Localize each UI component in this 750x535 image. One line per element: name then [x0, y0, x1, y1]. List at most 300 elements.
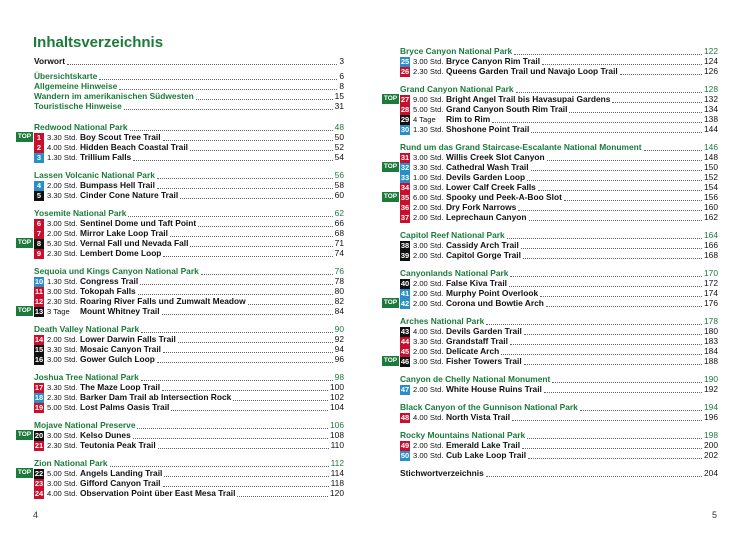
dotted-leader: [522, 442, 702, 449]
toc-page-number: 162: [704, 212, 718, 222]
trail-duration: 3.00 Std.: [47, 287, 78, 296]
dotted-leader: [180, 192, 332, 199]
dotted-leader: [163, 134, 333, 141]
toc-entry-label: Delicate Arch: [446, 346, 500, 356]
dotted-leader: [486, 318, 702, 325]
toc-entry-label: Grandstaff Trail: [446, 336, 508, 346]
toc-entry-label: Übersichtskarte: [34, 71, 98, 81]
dotted-leader: [201, 268, 333, 275]
toc-entry-label: Leprechaun Canyon: [446, 212, 527, 222]
dotted-leader: [620, 68, 702, 75]
trail-duration: 2.00 Std.: [413, 213, 444, 222]
toc-trail-row[interactable]: [400, 124, 718, 135]
page-number-right: 5: [712, 510, 718, 520]
dotted-leader: [237, 490, 328, 497]
toc-trail-row[interactable]: [34, 402, 344, 413]
trail-duration: 2.00 Std.: [413, 347, 444, 356]
trail-duration: 5.00 Std.: [47, 403, 78, 412]
top-badge: TOP: [17, 431, 32, 438]
trail-number-badge: 26: [400, 66, 410, 76]
toc-entry-label: Lost Palms Oasis Trail: [80, 402, 170, 412]
trail-duration: 2.00 Std.: [47, 229, 78, 238]
trail-number-badge: 40: [400, 278, 410, 288]
trail-duration: 9.00 Std.: [413, 95, 444, 104]
trail-duration: 2.00 Std.: [413, 289, 444, 298]
trail-number-badge: 45: [400, 346, 410, 356]
trail-duration: 3 Tage: [47, 307, 70, 316]
toc-trail-row[interactable]: [383, 356, 718, 367]
toc-page-number: 82: [334, 296, 344, 306]
trail-number-badge: 6: [34, 219, 44, 229]
toc-page-number: 8: [339, 81, 344, 91]
page-title: Inhaltsverzeichnis: [33, 34, 164, 51]
dotted-leader: [162, 308, 333, 315]
toc-trail-row[interactable]: [34, 488, 344, 499]
toc-entry-label: Devils Garden Loop: [446, 172, 526, 182]
toc-page-number: 110: [330, 440, 344, 450]
trail-number-badge: 23: [34, 478, 44, 488]
trail-duration: 3.00 Std.: [413, 241, 444, 250]
dotted-leader: [198, 220, 333, 227]
toc-entry-label: Rund um das Grand Staircase-Escalante National Monument: [400, 142, 642, 152]
trail-duration: 3.30 Std.: [47, 133, 78, 142]
toc-page-number: 188: [704, 356, 718, 366]
toc-page-number: 100: [330, 382, 344, 392]
dotted-leader: [178, 336, 333, 343]
trail-duration: 2.30 Std.: [47, 393, 78, 402]
dotted-leader: [564, 194, 702, 201]
toc-page-number: 134: [704, 104, 718, 114]
toc-page-number: 164: [704, 230, 718, 240]
dotted-leader: [141, 326, 332, 333]
dotted-leader: [170, 230, 333, 237]
trail-duration: 5.30 Std.: [47, 239, 78, 248]
toc-entry-label: Bright Angel Trail bis Havasupai Gardens: [446, 94, 611, 104]
toc-entry-label: Touristische Hinweise: [34, 101, 122, 111]
dotted-leader: [510, 270, 702, 277]
toc-page-number: 54: [334, 152, 344, 162]
toc-entry-label: Corona und Bowtie Arch: [446, 298, 544, 308]
dotted-leader: [518, 204, 702, 211]
toc-page-number: 132: [704, 94, 718, 104]
toc-page-number: 170: [704, 268, 718, 278]
trail-duration: 1.30 Std.: [413, 125, 444, 134]
toc-entry-label: Congress Trail: [80, 276, 139, 286]
trail-duration: 2.30 Std.: [47, 297, 78, 306]
trail-number-badge: 36: [400, 202, 410, 212]
dotted-leader: [110, 460, 329, 467]
dotted-leader: [138, 288, 333, 295]
dotted-leader: [540, 290, 702, 297]
trail-number-badge: 4: [34, 181, 44, 191]
dotted-leader: [119, 83, 337, 90]
trail-duration: 2.00 Std.: [47, 181, 78, 190]
trail-number-badge: 8: [34, 239, 44, 249]
toc-trail-row[interactable]: [34, 354, 344, 365]
trail-duration: 2.00 Std.: [413, 299, 444, 308]
toc-entry-label: Vernal Fall und Nevada Fall: [80, 238, 189, 248]
dotted-leader: [516, 86, 702, 93]
page-number-left: 4: [33, 510, 39, 520]
trail-number-badge: 21: [34, 440, 44, 450]
toc-entry[interactable]: [400, 468, 718, 479]
toc-page-number: 56: [334, 170, 344, 180]
trail-duration: 2.30 Std.: [47, 441, 78, 450]
top-badge: TOP: [17, 133, 32, 140]
toc-entry-label: Sentinel Dome und Taft Point: [80, 218, 197, 228]
toc-page-number: 178: [704, 316, 718, 326]
toc-entry-label: Kelso Dunes: [80, 430, 131, 440]
toc-entry-label: Death Valley National Park: [34, 324, 140, 334]
dotted-leader: [509, 280, 702, 287]
trail-number-badge: 1: [34, 133, 44, 143]
toc-page-number: 92: [334, 334, 344, 344]
toc-page-number: 58: [334, 180, 344, 190]
toc-page-number: 168: [704, 250, 718, 260]
trail-duration: 2.00 Std.: [413, 441, 444, 450]
toc-entry-label: Spooky und Peek-A-Boo Slot: [446, 192, 562, 202]
trail-number-badge: 10: [34, 276, 44, 286]
dotted-leader: [133, 154, 332, 161]
toc-trail-row[interactable]: [383, 298, 718, 309]
toc-trail-row[interactable]: [400, 412, 718, 423]
toc-entry-label: Mirror Lake Loop Trail: [80, 228, 168, 238]
trail-number-badge: 48: [400, 412, 410, 422]
trail-duration: 2.00 Std.: [413, 203, 444, 212]
dotted-leader: [248, 298, 333, 305]
trail-duration: 3.30 Std.: [413, 163, 444, 172]
toc-entry-label: Joshua Tree National Park: [34, 372, 139, 382]
trail-duration: 2.30 Std.: [413, 67, 444, 76]
top-badge: TOP: [383, 95, 398, 102]
toc-entry-label: Mojave National Preserve: [34, 420, 136, 430]
toc-page-number: 76: [334, 266, 344, 276]
trail-number-badge: 11: [35, 286, 43, 296]
toc-page-number: 31: [334, 101, 344, 111]
toc-trail-row[interactable]: [400, 250, 718, 261]
toc-entry-label: Grand Canyon South Rim Trail: [446, 104, 568, 114]
dotted-leader: [524, 358, 702, 365]
toc-page-number: 80: [334, 286, 344, 296]
toc-entry-label: Redwood National Park: [34, 122, 128, 132]
toc-entry-label: Queens Garden Trail und Navajo Loop Trail: [446, 66, 618, 76]
toc-page-number: 160: [704, 202, 718, 212]
dotted-leader: [128, 210, 332, 217]
toc-trail-row[interactable]: [400, 384, 718, 395]
toc-entry-label: North Vista Trail: [446, 412, 511, 422]
toc-page-number: 192: [704, 384, 718, 394]
toc-page-number: 124: [704, 56, 718, 66]
trail-duration: 3.00 Std.: [413, 183, 444, 192]
toc-trail-row[interactable]: [400, 212, 718, 223]
toc-page-number: 52: [334, 142, 344, 152]
trail-number-badge: 24: [34, 488, 44, 498]
dotted-leader: [99, 73, 337, 80]
trail-number-badge: 29: [400, 114, 410, 124]
trail-number-badge: 34: [400, 182, 410, 192]
toc-entry-label: Lower Darwin Falls Trail: [80, 334, 176, 344]
dotted-leader: [157, 182, 333, 189]
toc-entry-label: Sequoia und Kings Canyon National Park: [34, 266, 199, 276]
dotted-leader: [190, 144, 333, 151]
toc-entry-label: Roaring River Falls und Zumwalt Meadow: [80, 296, 246, 306]
trail-number-badge: 15: [34, 344, 44, 354]
dotted-leader: [529, 214, 703, 221]
trail-duration: 4.00 Std.: [47, 489, 78, 498]
dotted-leader: [644, 144, 702, 151]
dotted-leader: [196, 93, 333, 100]
dotted-leader: [531, 126, 702, 133]
toc-entry-label: Cinder Cone Nature Trail: [80, 190, 179, 200]
toc-page-number: 60: [334, 190, 344, 200]
toc-page-number: 3: [339, 56, 344, 66]
top-badge: TOP: [383, 193, 398, 200]
dotted-leader: [569, 106, 702, 113]
trail-number-badge: 9: [34, 249, 44, 259]
toc-page-number: 138: [704, 114, 718, 124]
toc-page-number: 194: [704, 402, 718, 412]
toc-page-number: 94: [334, 344, 344, 354]
toc-entry-label: False Kiva Trail: [446, 278, 507, 288]
toc-page-number: 50: [334, 132, 344, 142]
trail-duration: 2.00 Std.: [413, 251, 444, 260]
trail-number-badge: 31: [400, 152, 410, 162]
toc-entry-label: Canyonlands National Park: [400, 268, 509, 278]
trail-duration: 2.00 Std.: [413, 279, 444, 288]
trail-duration: 2.00 Std.: [47, 335, 78, 344]
dotted-leader: [546, 300, 702, 307]
trail-duration: 4 Tage: [413, 115, 436, 124]
trail-number-badge: 33: [400, 172, 410, 182]
dotted-leader: [528, 452, 702, 459]
trail-number-badge: 30: [400, 124, 410, 134]
toc-entry-label: Lembert Dome Loop: [80, 248, 162, 258]
toc-entry-label: Grand Canyon National Park: [400, 84, 514, 94]
trail-number-badge: 14: [34, 334, 44, 344]
toc-entry-label: White House Ruins Trail: [446, 384, 542, 394]
trail-duration: 3.00 Std.: [413, 153, 444, 162]
trail-number-badge: 28: [400, 104, 410, 114]
toc-page-number: 146: [704, 142, 718, 152]
dotted-leader: [527, 432, 702, 439]
toc-page-number: 156: [704, 192, 718, 202]
dotted-leader: [501, 348, 702, 355]
toc-entry-label: Shoshone Point Trail: [446, 124, 530, 134]
toc-page-number: 102: [330, 392, 344, 402]
toc-page-number: 108: [330, 430, 344, 440]
toc-page-number: 96: [334, 354, 344, 364]
toc-entry-label: Bumpass Hell Trail: [80, 180, 155, 190]
toc-page-number: 128: [704, 84, 718, 94]
trail-number-badge: 16: [34, 354, 44, 364]
trail-number-badge: 13: [34, 306, 44, 316]
dotted-leader: [527, 174, 702, 181]
toc-page-number: 104: [330, 402, 344, 412]
dotted-leader: [190, 240, 332, 247]
dotted-leader: [157, 172, 333, 179]
toc-page-number: 150: [704, 162, 718, 172]
trail-number-badge: 17: [34, 382, 44, 392]
toc-page-number: 74: [334, 248, 344, 258]
toc-page-number: 68: [334, 228, 344, 238]
trail-number-badge: 22: [34, 468, 44, 478]
dotted-leader: [521, 242, 702, 249]
toc-page-number: 144: [704, 124, 718, 134]
dotted-leader: [137, 422, 328, 429]
toc-page-number: 66: [334, 218, 344, 228]
toc-entry-label: Yosemite National Park: [34, 208, 127, 218]
toc-entry-label: Barker Dam Trail ab Intersection Rock: [80, 392, 232, 402]
toc-entry-label: Angels Landing Trail: [80, 468, 163, 478]
toc-trail-row[interactable]: [17, 306, 344, 317]
dotted-leader: [507, 232, 702, 239]
trail-duration: 3.30 Std.: [47, 345, 78, 354]
toc-page-number: 196: [704, 412, 718, 422]
trail-number-badge: 46: [400, 356, 410, 366]
toc-entry-label: Arches National Park: [400, 316, 485, 326]
trail-duration: 1.30 Std.: [47, 153, 78, 162]
toc-entry-label: Teutonia Peak Trail: [80, 440, 156, 450]
dotted-leader: [524, 328, 702, 335]
dotted-leader: [512, 414, 702, 421]
toc-trail-row[interactable]: [34, 190, 344, 201]
trail-duration: 4.00 Std.: [413, 327, 444, 336]
toc-entry-label: Cathedral Wash Trail: [446, 162, 529, 172]
toc-entry-label: Cassidy Arch Trail: [446, 240, 519, 250]
toc-page-number: 200: [704, 440, 718, 450]
toc-entry-label: Lassen Volcanic National Park: [34, 170, 155, 180]
toc-page-number: 190: [704, 374, 718, 384]
dotted-leader: [133, 432, 328, 439]
toc-entry-label: Gower Gulch Loop: [80, 354, 155, 364]
toc-entry-label: Zion National Park: [34, 458, 108, 468]
trail-duration: 3.00 Std.: [413, 357, 444, 366]
top-badge: TOP: [383, 299, 398, 306]
toc-entry-label: Tokopah Falls: [80, 286, 136, 296]
toc-trail-row[interactable]: [34, 152, 344, 163]
toc-page-number: 84: [334, 306, 344, 316]
toc-page-number: 98: [334, 372, 344, 382]
toc-page-number: 198: [704, 430, 718, 440]
dotted-leader: [531, 164, 702, 171]
dotted-leader: [514, 48, 702, 55]
trail-duration: 2.00 Std.: [413, 385, 444, 394]
dotted-leader: [542, 58, 702, 65]
toc-entry-label: Capitol Reef National Park: [400, 230, 505, 240]
dotted-leader: [486, 470, 702, 477]
toc-entry-label: Willis Creek Slot Canyon: [446, 152, 545, 162]
trail-duration: 3.00 Std.: [47, 355, 78, 364]
toc-entry-label: Mount Whitney Trail: [80, 306, 160, 316]
toc-page-number: 122: [704, 46, 718, 56]
toc-entry-label: Cub Lake Loop Trail: [446, 450, 527, 460]
dotted-leader: [157, 356, 333, 363]
toc-page-number: 90: [334, 324, 344, 334]
toc-entry-label: Boy Scout Tree Trail: [80, 132, 161, 142]
toc-page-number: 114: [330, 468, 344, 478]
trail-number-badge: 19: [34, 402, 44, 412]
toc-entry-label: Bryce Canyon Rim Trail: [446, 56, 541, 66]
toc-entry-label: Black Canyon of the Gunnison National Park: [400, 402, 578, 412]
toc-entry-label: Bryce Canyon National Park: [400, 46, 513, 56]
trail-number-badge: 42: [400, 298, 410, 308]
trail-duration: 4.00 Std.: [47, 143, 78, 152]
dotted-leader: [164, 470, 328, 477]
dotted-leader: [544, 386, 702, 393]
trail-number-badge: 50: [400, 450, 410, 460]
dotted-leader: [552, 376, 702, 383]
dotted-leader: [163, 346, 333, 353]
trail-duration: 3.00 Std.: [47, 479, 78, 488]
trail-duration: 3.00 Std.: [47, 431, 78, 440]
toc-entry-label: Dry Fork Narrows: [446, 202, 517, 212]
trail-duration: 3.30 Std.: [47, 191, 78, 200]
toc-page-number: 204: [704, 468, 718, 478]
trail-number-badge: 44: [400, 336, 410, 346]
toc-page-number: 154: [704, 182, 718, 192]
trail-number-badge: 25: [400, 56, 410, 66]
toc-trail-row[interactable]: [34, 248, 344, 259]
toc-trail-row[interactable]: [34, 440, 344, 451]
toc-page-number: 120: [330, 488, 344, 498]
trail-number-badge: 35: [400, 192, 410, 202]
trail-number-badge: 43: [400, 326, 410, 336]
dotted-leader: [124, 103, 333, 110]
toc-entry[interactable]: [34, 101, 344, 112]
dotted-leader: [538, 184, 702, 191]
dotted-leader: [130, 124, 333, 131]
trail-number-badge: 2: [34, 143, 44, 153]
trail-number-badge: 47: [400, 384, 410, 394]
trail-duration: 1.30 Std.: [47, 277, 78, 286]
dotted-leader: [163, 480, 329, 487]
toc-page-number: 202: [704, 450, 718, 460]
dotted-leader: [510, 338, 702, 345]
toc-page-number: 152: [704, 172, 718, 182]
toc-trail-row[interactable]: [400, 450, 718, 461]
toc-entry-label: Rim to Rim: [446, 114, 491, 124]
trail-duration: 5.00 Std.: [47, 469, 78, 478]
toc-entry-label: Stichwortverzeichnis: [400, 468, 484, 478]
trail-duration: 3.30 Std.: [413, 337, 444, 346]
toc-entry[interactable]: [34, 56, 344, 67]
trail-number-badge: 7: [34, 229, 44, 239]
toc-entry-label: Fisher Towers Trail: [446, 356, 522, 366]
toc-entry-label: Canyon de Chelly National Monument: [400, 374, 551, 384]
toc-entry-label: Lower Calf Creek Falls: [446, 182, 536, 192]
toc-page-number: 180: [704, 326, 718, 336]
toc-trail-row[interactable]: [400, 66, 718, 77]
dotted-leader: [171, 404, 328, 411]
toc-page-number: 184: [704, 346, 718, 356]
trail-number-badge: 32: [400, 162, 410, 172]
toc-entry-label: The Maze Loop Trail: [80, 382, 161, 392]
top-badge: TOP: [17, 307, 32, 314]
trail-duration: 3.00 Std.: [413, 451, 444, 460]
trail-duration: 4.00 Std.: [413, 413, 444, 422]
toc-page-number: 112: [330, 458, 344, 468]
dotted-leader: [233, 394, 328, 401]
toc-page-number: 71: [334, 238, 344, 248]
trail-number-badge: 20: [34, 430, 44, 440]
dotted-leader: [580, 404, 702, 411]
trail-number-badge: 49: [400, 440, 410, 450]
toc-entry-label: Vorwort: [34, 56, 66, 66]
dotted-leader: [140, 278, 332, 285]
dotted-leader: [141, 374, 333, 381]
toc-page-number: 48: [334, 122, 344, 132]
trail-number-badge: 12: [34, 296, 44, 306]
